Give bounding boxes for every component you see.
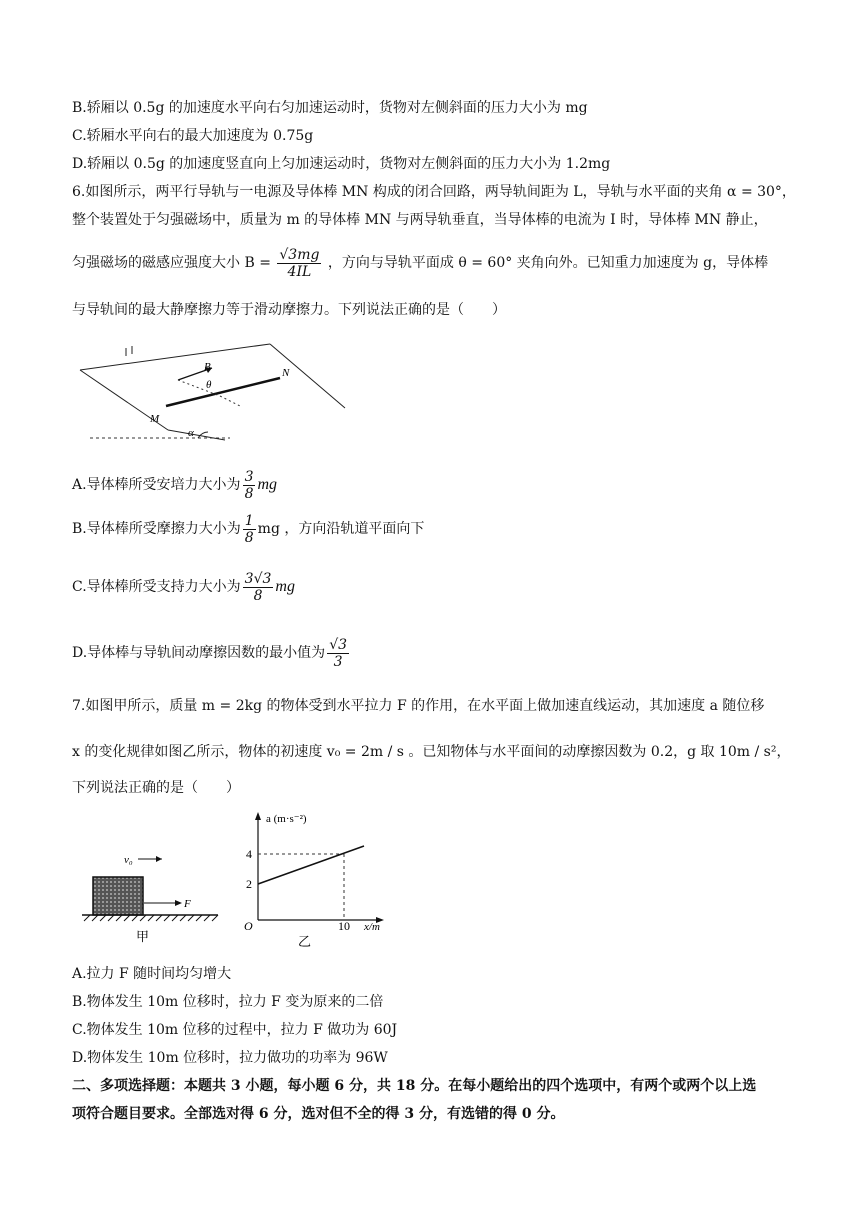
fraction-numerator: 3√3 <box>244 570 272 587</box>
normal-dashed-ext <box>220 396 240 406</box>
tick-x-10: 10 <box>338 919 350 933</box>
option-text: C.导体棒所受支持力大小为 <box>72 579 241 595</box>
q6-rails-figure <box>70 340 360 445</box>
fraction-denominator: 3 <box>333 653 343 670</box>
v0-arrow-head <box>156 856 162 862</box>
option-text: D.导体棒与导轨间动摩擦因数的最小值为 <box>72 645 326 661</box>
fraction <box>243 513 256 546</box>
q6-stem-line2: 整个装置处于匀强磁场中，质量为 m 的导体棒 MN 与两导轨垂直，当导体棒的电流为 I 时，导体棒 MN 静止， <box>72 212 768 228</box>
q7-figure-yi <box>238 810 398 950</box>
x-axis-label: x/m <box>364 921 380 933</box>
ground-hatching <box>84 915 218 921</box>
y-axis-arrow <box>255 812 261 820</box>
label-yi: 乙 <box>298 935 312 950</box>
label-jia: 甲 <box>136 930 150 945</box>
q6-line3-post: ，方向与导轨平面成 θ = 60° 夹角向外。已知重力加速度为 g，导体棒 <box>327 255 769 271</box>
q5-option-b: B.轿厢以 0.5g 的加速度水平向右匀加速运动时，货物对左侧斜面的压力大小为 mg <box>72 100 588 116</box>
fraction-numerator: √3 <box>329 636 348 653</box>
section2-heading-line1: 二、多项选择题：本题共 3 小题，每小题 6 分，共 18 分。在每小题给出的四个选项中，有两个或两个以上选 <box>72 1078 757 1094</box>
q5-option-d: D.轿厢以 0.5g 的加速度竖直向上匀加速运动时，货物对左侧斜面的压力大小为 1.2mg <box>72 156 611 172</box>
q6-stem-line4: 与导轨间的最大静摩擦力等于滑动摩擦力。下列说法正确的是（ ） <box>72 302 506 318</box>
fraction <box>243 469 256 502</box>
label-v0: v₀ <box>124 854 133 866</box>
fraction-denominator: 8 <box>244 485 254 502</box>
label-n: N <box>282 367 290 379</box>
option-text: B.导体棒所受摩擦力大小为 <box>72 521 241 537</box>
q7-option-c: C.物体发生 10m 位移的过程中，拉力 F 做功为 60J <box>72 1022 398 1038</box>
option-unit: mg <box>257 476 278 493</box>
a-x-line <box>258 846 364 884</box>
block <box>93 877 143 915</box>
label-f: F <box>184 898 191 910</box>
fraction <box>243 571 274 604</box>
q6-option-b <box>72 512 424 546</box>
tick-y-2: 2 <box>246 877 252 891</box>
section2-heading-line2: 项符合题目要求。全部选对得 6 分，选对但不全的得 3 分，有选错的得 0 分。 <box>72 1106 565 1122</box>
fraction-denominator: 8 <box>253 587 263 604</box>
origin-label: O <box>244 919 253 933</box>
q7-figure-jia <box>78 845 228 950</box>
q7-stem-line2: x 的变化规律如图乙所示，物体的初速度 v₀ = 2m / s 。已知物体与水平面间的动摩擦因数为 0.2，g 取 10m / s²， <box>72 744 791 760</box>
q6-b-fraction <box>277 247 321 280</box>
fraction-numerator: 3 <box>244 468 254 485</box>
force-arrow-head <box>175 900 182 906</box>
option-text-post: mg ，方向沿轨道平面向下 <box>257 521 425 537</box>
label-b: B <box>204 361 211 373</box>
q5-option-c: C.轿厢水平向右的最大加速度为 0.75g <box>72 128 314 144</box>
fraction-denominator: 4IL <box>287 263 312 280</box>
fraction-numerator: 1 <box>244 512 254 529</box>
label-m: M <box>150 413 160 425</box>
label-alpha: α <box>188 427 194 439</box>
q7-option-a: A.拉力 F 随时间均匀增大 <box>72 966 232 982</box>
q6-option-c <box>72 570 295 604</box>
q6-line3-pre: 匀强磁场的磁感应强度大小 B = <box>72 255 271 271</box>
tick-y-4: 4 <box>246 847 252 861</box>
option-text: A.导体棒所受安培力大小为 <box>72 477 241 493</box>
q6-stem-line3 <box>72 246 768 280</box>
q7-option-d: D.物体发生 10m 位移时，拉力做功的功率为 96W <box>72 1050 388 1066</box>
upper-rail-left <box>80 344 270 370</box>
q7-option-b: B.物体发生 10m 位移时，拉力 F 变为原来的二倍 <box>72 994 384 1010</box>
y-axis-label: a (m·s⁻²) <box>266 813 307 825</box>
q7-stem-line1: 7.如图甲所示，质量 m = 2kg 的物体受到水平拉力 F 的作用，在水平面上做加速直线运动，其加速度 a 随位移 <box>72 698 765 714</box>
q6-stem-line1: 6.如图所示，两平行导轨与一电源及导体棒 MN 构成的闭合回路，两导轨间距为 L，导轨与水平面的夹角 α = 30°， <box>72 184 796 200</box>
option-unit: mg <box>275 578 295 595</box>
label-theta: θ <box>206 379 212 391</box>
q6-option-a <box>72 468 277 502</box>
fraction-denominator: 8 <box>244 529 254 546</box>
q7-stem-line3: 下列说法正确的是（ ） <box>72 780 240 796</box>
fraction <box>327 637 349 670</box>
fraction-numerator: √3mg <box>279 246 320 263</box>
q6-option-d <box>72 636 351 670</box>
